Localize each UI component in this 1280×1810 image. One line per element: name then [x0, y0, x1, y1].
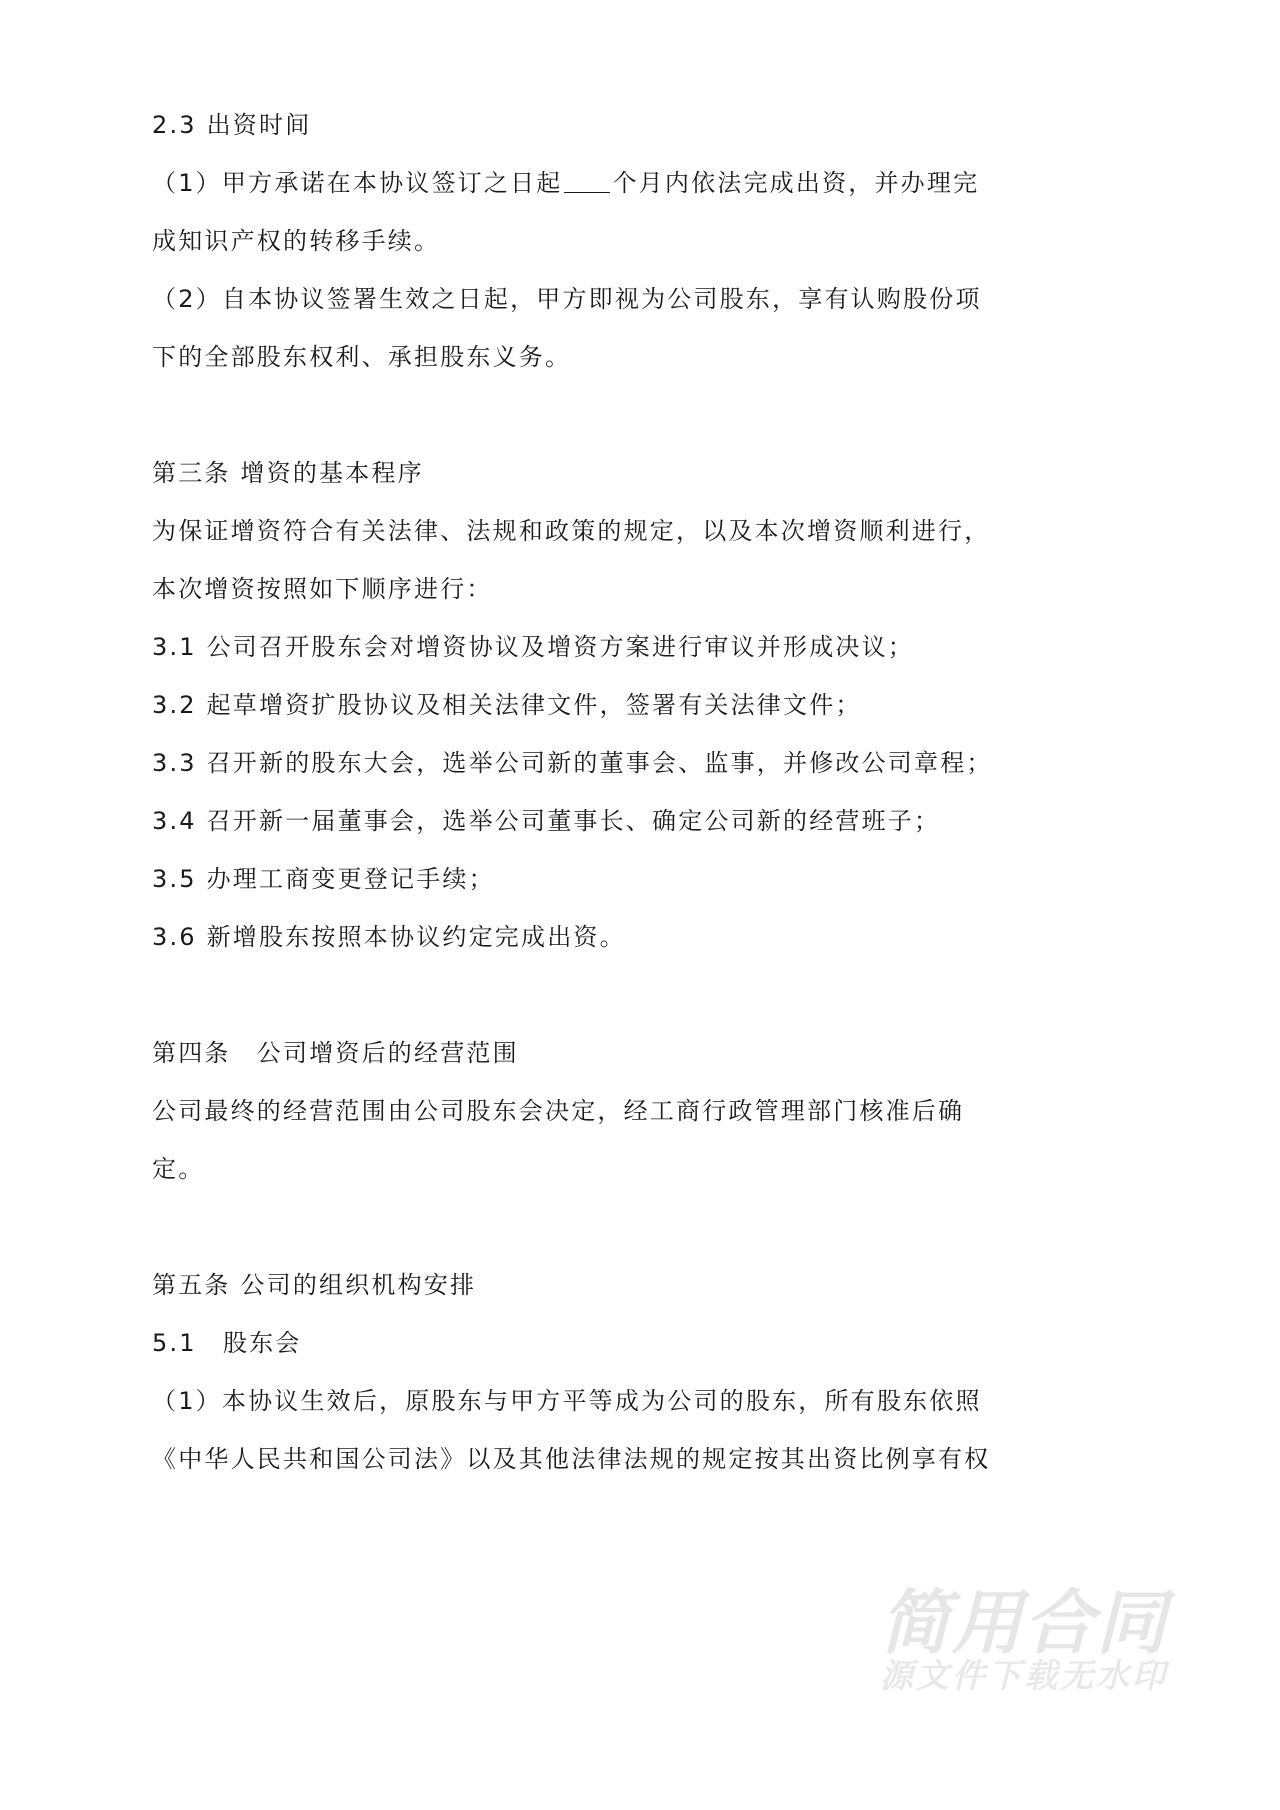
article-3-step-6: 3.6 新增股东按照本协议约定完成出资。: [152, 923, 626, 951]
spacer: [152, 386, 1128, 444]
article-3-intro-cont: 本次增资按照如下顺序进行：: [152, 575, 493, 603]
paragraph-text: （1）甲方承诺在本协议签订之日起: [152, 169, 563, 197]
section-heading-2-3: 2.3 出资时间: [152, 111, 312, 139]
fill-in-blank-months: [564, 170, 610, 193]
article-5-1-item-1-cont: 《中华人民共和国公司法》以及其他法律法规的规定按其出资比例享有权: [152, 1445, 991, 1473]
spacer: [152, 1198, 1128, 1256]
spacer: [152, 966, 1128, 1024]
document-body: [152, 96, 1128, 1488]
article-3-step-1: 3.1 公司召开股东会对增资协议及增资方案进行审议并形成决议；: [152, 633, 914, 661]
article-4-body-cont: 定。: [152, 1155, 205, 1183]
watermark-sub-text: 源文件下载无水印: [880, 1656, 1168, 1695]
article-3-step-3: 3.3 召开新的股东大会，选举公司新的董事会、监事，并修改公司章程；: [152, 749, 993, 777]
article-5-1-subheading: 5.1 股东会: [152, 1329, 302, 1357]
paragraph-2-3-item-2-cont: 下的全部股东权利、承担股东义务。: [152, 343, 572, 371]
article-5-heading: 第五条 公司的组织机构安排: [152, 1271, 477, 1299]
article-4-heading: 第四条 公司增资后的经营范围: [152, 1039, 519, 1067]
watermark: [880, 1582, 1220, 1695]
article-3-step-4: 3.4 召开新一届董事会，选举公司董事长、确定公司新的经营班子；: [152, 807, 941, 835]
article-3-step-5: 3.5 办理工商变更登记手续；: [152, 865, 495, 893]
article-3-intro: 为保证增资符合有关法律、法规和政策的规定，以及本次增资顺利进行，: [152, 517, 991, 545]
paragraph-2-3-item-1: [152, 154, 1128, 212]
watermark-brand-text: 简用合同: [880, 1582, 1168, 1664]
article-4-body: 公司最终的经营范围由公司股东会决定，经工商行政管理部门核准后确: [152, 1097, 965, 1125]
article-3-step-2: 3.2 起草增资扩股协议及相关法律文件，签署有关法律文件；: [152, 691, 862, 719]
paragraph-text: 个月内依法完成出资，并办理完: [612, 169, 980, 197]
paragraph-2-3-item-1-cont: 成知识产权的转移手续。: [152, 227, 441, 255]
article-5-1-item-1: （1）本协议生效后，原股东与甲方平等成为公司的股东，所有股东依照: [152, 1387, 982, 1415]
paragraph-2-3-item-2: （2）自本协议签署生效之日起，甲方即视为公司股东，享有认购股份项: [152, 285, 982, 313]
article-3-heading: 第三条 增资的基本程序: [152, 459, 424, 487]
